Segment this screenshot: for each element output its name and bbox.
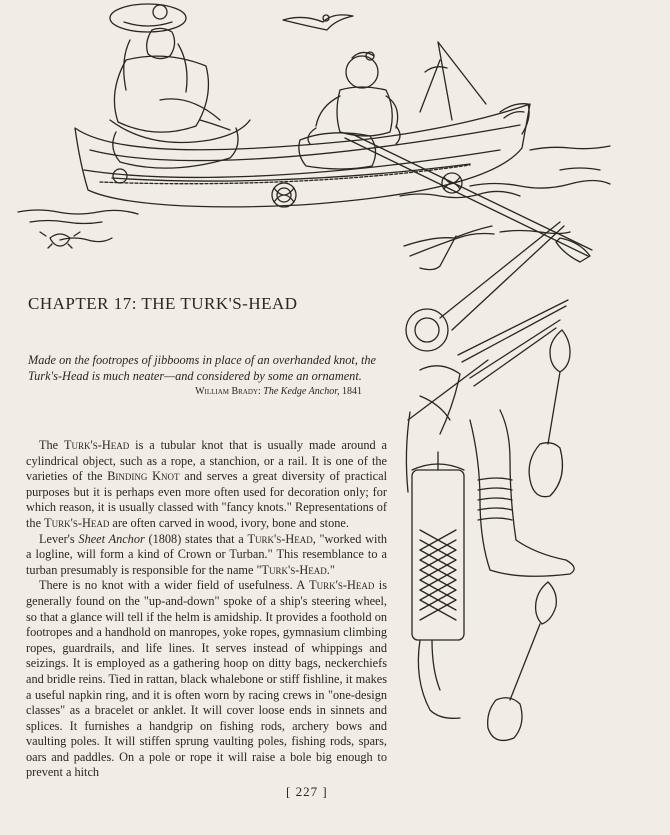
body-text — [26, 438, 387, 781]
text-run: (1808) states that a — [144, 531, 248, 546]
chapter-title: CHAPTER 17: THE TURK'S-HEAD — [28, 294, 298, 313]
epigraph — [28, 352, 398, 400]
knot-name: Turk's-Head — [64, 438, 130, 452]
epigraph-book: The Kedge Anchor, — [263, 386, 340, 397]
epigraph-quote: Made on the footropes of jibbooms in place of an overhanded knot, the Turk's-Head is much neater—and considered by some an ornament. — [28, 353, 377, 383]
text-run: The — [39, 438, 65, 452]
knot-name: Turk's-Head — [261, 562, 327, 577]
text-run: There is no knot with a wider field of usefulness. A — [39, 578, 310, 593]
text-run: Lever's — [39, 531, 79, 546]
knot-name: Binding Knot — [107, 469, 180, 484]
text-run: and serves a great diversity of practical purposes but it is perhaps even more often used for decoration only; for which reason, it is usually classed with "fancy knots." Representations of the — [26, 469, 387, 530]
knot-name: Turk's-Head — [44, 515, 110, 530]
epigraph-attribution — [195, 384, 362, 400]
epigraph-author: William Brady: — [195, 386, 261, 397]
paragraph-3 — [26, 578, 387, 781]
text-run: ." — [326, 562, 335, 577]
page-number: [ 227 ] — [286, 784, 328, 799]
knot-name: Turk's-Head — [247, 531, 313, 546]
text-run: is a tubular knot that is usually made around a cylindrical object, such as a rope, a stanchion, or a rail. It is one of the varieties of the — [26, 438, 387, 484]
text-run: are often carved in wood, ivory, bone and stone. — [109, 515, 349, 530]
knot-name: Turk's-Head — [309, 578, 375, 593]
text-run: is generally found on the "up-and-down" spoke of a ship's steering wheel, so that a glance will tell if the helm is amidship. It provides a foothold on footropes and a handhold on manropes, yoke ropes, gymnasium climbing ropes, guardrails, and life lines. It serves instead of whippings and seizings. It is employed as a gathering hoop on ditty bags, neckerchiefs and bridle reins. Tied in rattan, black whalebone or stiff fishline, it makes a useful napkin ring, and it is often worn by racing crews in "one-design classes" as a bracelet or anklet. It will cover loose ends in sinnets and splices. It furnishes a handgrip on fishing rods, archery bows and vaulting poles. It will stiffen sprung vaulting poles, fishing rods, spars, oars and paddles. On a pole or rope it will raise a bole big enough to prevent a hitch — [26, 578, 387, 780]
paragraph-2 — [26, 532, 387, 579]
book-title: Sheet Anchor — [78, 531, 145, 546]
tools-illustration — [404, 222, 574, 740]
paragraph-1 — [26, 438, 387, 532]
text-run: , "worked with a logline, will form a kind of Crown or Turban." This resemblance to a turban presumably is responsible for the name " — [26, 531, 388, 577]
boat-scene-illustration — [18, 4, 610, 262]
epigraph-year: 1841 — [342, 386, 362, 397]
